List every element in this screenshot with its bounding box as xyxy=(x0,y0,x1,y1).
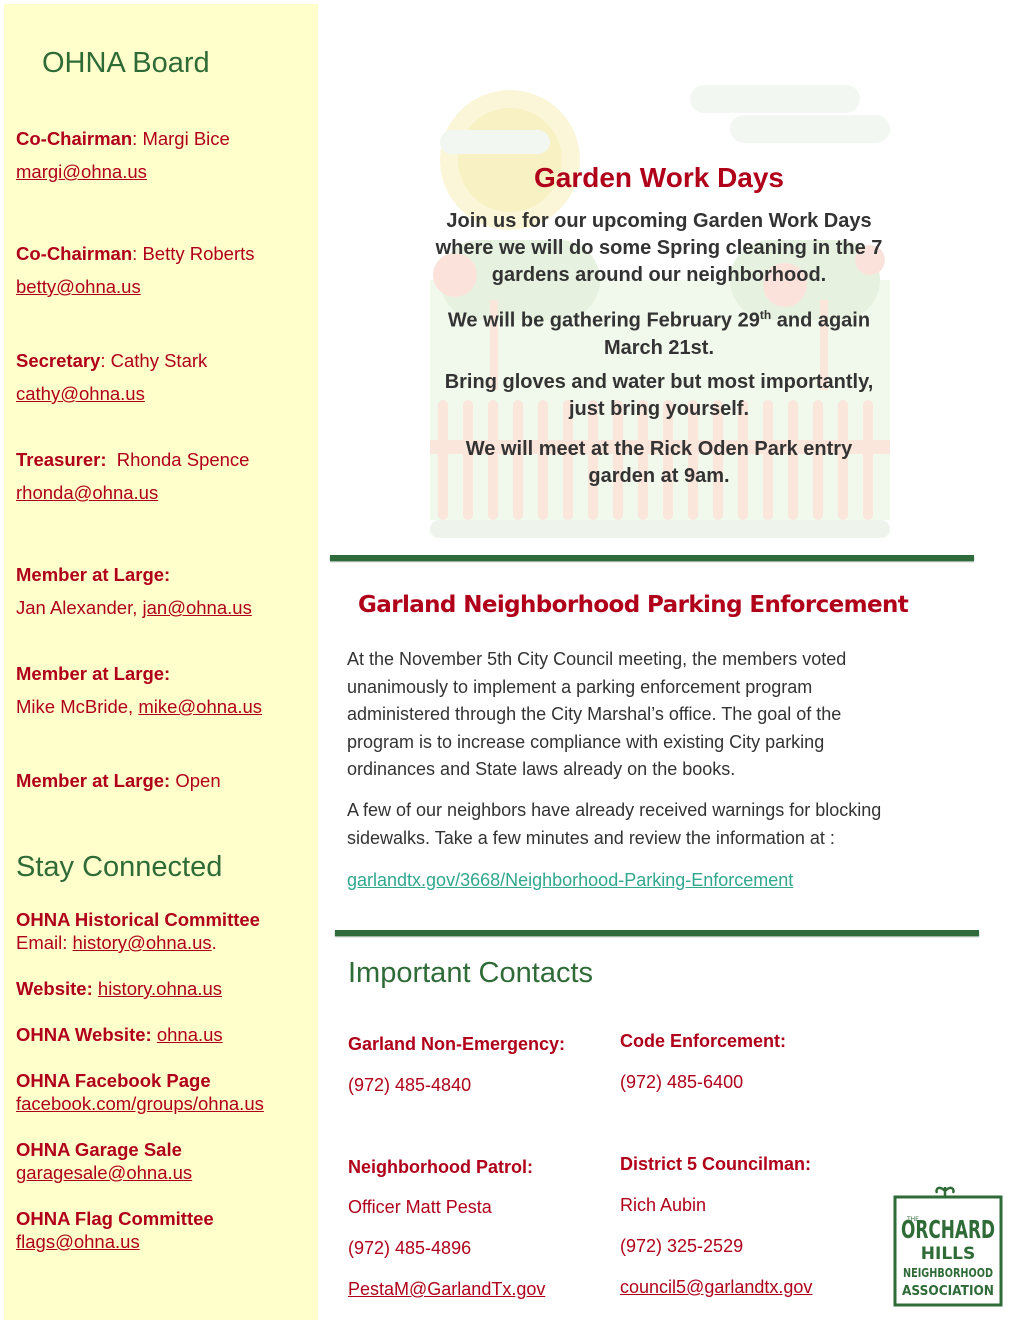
non-emergency-label: Garland Non-Emergency: xyxy=(348,1034,566,1054)
text-line: A few of our neighbors have already received warnings for blocking xyxy=(347,800,882,820)
member-3 xyxy=(16,770,221,792)
ohna-website-link[interactable]: ohna.us xyxy=(156,1024,223,1045)
facebook-link[interactable]: facebook.com/groups/ohna.us xyxy=(16,1093,264,1114)
text-span: and again xyxy=(771,309,871,332)
councilman-email-link[interactable]: council5@garlandtx.gov xyxy=(620,1277,813,1297)
garden-paragraph-3 xyxy=(330,369,988,423)
text-span: We will be gathering February 29 xyxy=(447,309,760,332)
important-contacts-title: Important Contacts xyxy=(348,957,593,989)
text-line: just bring yourself. xyxy=(568,398,750,420)
board-title: OHNA Board xyxy=(42,47,210,79)
historical-email xyxy=(16,932,217,954)
stay-connected-title: Stay Connected xyxy=(16,851,223,883)
councilman-name: Rich Aubin xyxy=(620,1195,707,1215)
text-line: garden at 9am. xyxy=(588,465,730,487)
code-enforcement-label: Code Enforcement: xyxy=(620,1031,787,1051)
text-line: gardens around our neighborhood. xyxy=(491,264,827,286)
member-2-name: Mike McBride, xyxy=(16,696,139,717)
member-2-label: Member at Large: xyxy=(16,663,171,684)
co-chair-1 xyxy=(16,128,230,150)
treasurer-name: Rhonda Spence xyxy=(116,449,250,470)
text-line: At the November 5th City Council meeting, the members voted xyxy=(347,649,847,669)
text-line: March 21st. xyxy=(603,336,715,359)
text-line xyxy=(330,302,988,335)
separator: : xyxy=(132,243,143,264)
orchard-hills-logo xyxy=(893,1183,1003,1307)
treasurer xyxy=(16,449,249,471)
co-chair-1-name: Margi Bice xyxy=(142,128,230,149)
garage-sale-label: OHNA Garage Sale xyxy=(16,1139,182,1160)
separator: : xyxy=(100,350,111,371)
sun-core xyxy=(458,108,562,212)
member-1-email-link[interactable]: jan@ohna.us xyxy=(142,597,252,618)
logo-orchard: ORCHARD xyxy=(901,1215,995,1244)
website-label: Website: xyxy=(16,978,98,999)
email-prefix: Email: xyxy=(16,932,73,953)
patrol-phone: (972) 485-4896 xyxy=(348,1238,472,1258)
garden-paragraph-2 xyxy=(330,302,988,362)
sidebar xyxy=(4,4,318,1320)
councilman-phone: (972) 325-2529 xyxy=(620,1236,744,1256)
member-3-label: Member at Large: xyxy=(16,770,171,791)
co-chair-2-email-link[interactable]: betty@ohna.us xyxy=(16,276,141,297)
non-emergency-phone: (972) 485-4840 xyxy=(348,1075,472,1095)
garden-work-days-title: Garden Work Days xyxy=(533,162,785,193)
parking-paragraph-1 xyxy=(347,646,967,784)
logo-the: THE xyxy=(907,1216,919,1223)
logo-association: ASSOCIATION xyxy=(902,1284,994,1299)
co-chair-2 xyxy=(16,243,255,265)
section-divider-2 xyxy=(335,930,979,936)
cloud-shape xyxy=(690,85,860,113)
text-line: We will meet at the Rick Oden Park entry xyxy=(465,438,853,460)
garage-sale-link[interactable]: garagesale@ohna.us xyxy=(16,1162,193,1183)
secretary-email-link[interactable]: cathy@ohna.us xyxy=(16,383,145,404)
parking-info-link[interactable]: garlandtx.gov/3668/Neighborhood-Parking-Enforcement xyxy=(347,870,794,890)
member-1 xyxy=(16,597,252,619)
text-line: Join us for our upcoming Garden Work Days xyxy=(446,210,872,232)
secretary-name: Cathy Stark xyxy=(110,350,208,371)
garden-paragraph-4 xyxy=(330,436,988,490)
cloud-shape xyxy=(730,115,890,143)
text-line: unanimously to implement a parking enforcement program xyxy=(347,676,813,697)
separator: : xyxy=(132,128,143,149)
logo-hills: HILLS xyxy=(920,1244,976,1264)
text-line: Bring gloves and water but most importantly, xyxy=(444,371,874,393)
ohna-website xyxy=(16,1024,223,1046)
website-link[interactable]: history.ohna.us xyxy=(97,978,222,999)
treasurer-label: Treasurer: xyxy=(16,449,107,470)
base-shape xyxy=(430,520,890,538)
superscript: th xyxy=(759,308,772,322)
parking-paragraph-2 xyxy=(347,797,967,852)
period: . xyxy=(211,932,217,953)
historical-email-link[interactable]: history@ohna.us xyxy=(72,932,212,953)
text-line: where we will do some Spring cleaning in the 7 xyxy=(435,237,883,259)
flag-committee-link[interactable]: flags@ohna.us xyxy=(16,1231,140,1252)
text-line: sidewalks. Take a few minutes and review the information at : xyxy=(347,827,835,848)
member-2 xyxy=(16,696,262,718)
secretary-label: Secretary xyxy=(16,350,101,371)
councilman-label: District 5 Councilman: xyxy=(620,1154,812,1174)
flag-committee-label: OHNA Flag Committee xyxy=(16,1208,214,1229)
secretary xyxy=(16,350,207,372)
neighborhood-patrol-label: Neighborhood Patrol: xyxy=(348,1157,533,1177)
historical-committee-label: OHNA Historical Committee xyxy=(16,909,260,930)
co-chair-1-email-link[interactable]: margi@ohna.us xyxy=(16,161,147,182)
logo-neighborhood: NEIGHBORHOOD xyxy=(903,1266,994,1280)
member-1-label: Member at Large: xyxy=(16,564,171,585)
ohna-website-label: OHNA Website: xyxy=(16,1024,157,1045)
text-line: program is to increase compliance with existing City parking xyxy=(347,731,825,752)
code-enforcement-phone: (972) 485-6400 xyxy=(620,1072,744,1092)
website xyxy=(16,978,222,1000)
patrol-email-link[interactable]: PestaM@GarlandTx.gov xyxy=(348,1279,546,1299)
co-chair-1-label: Co-Chairman xyxy=(16,128,133,149)
member-3-value: Open xyxy=(175,770,221,791)
parking-enforcement-title: Garland Neighborhood Parking Enforcement xyxy=(358,592,909,618)
cloud-shape xyxy=(440,130,550,154)
member-2-email-link[interactable]: mike@ohna.us xyxy=(138,696,263,717)
co-chair-2-name: Betty Roberts xyxy=(142,243,255,264)
member-1-name: Jan Alexander, xyxy=(16,597,143,618)
text-line: ordinances and State laws already on the books. xyxy=(347,759,736,779)
facebook-label: OHNA Facebook Page xyxy=(16,1070,211,1091)
garden-paragraph-1 xyxy=(330,208,988,289)
section-divider-1 xyxy=(330,555,974,561)
text-line: administered through the City Marshal’s office. The goal of the xyxy=(347,704,842,724)
co-chair-2-label: Co-Chairman xyxy=(16,243,133,264)
treasurer-email-link[interactable]: rhonda@ohna.us xyxy=(16,482,159,503)
patrol-officer-name: Officer Matt Pesta xyxy=(348,1197,492,1217)
